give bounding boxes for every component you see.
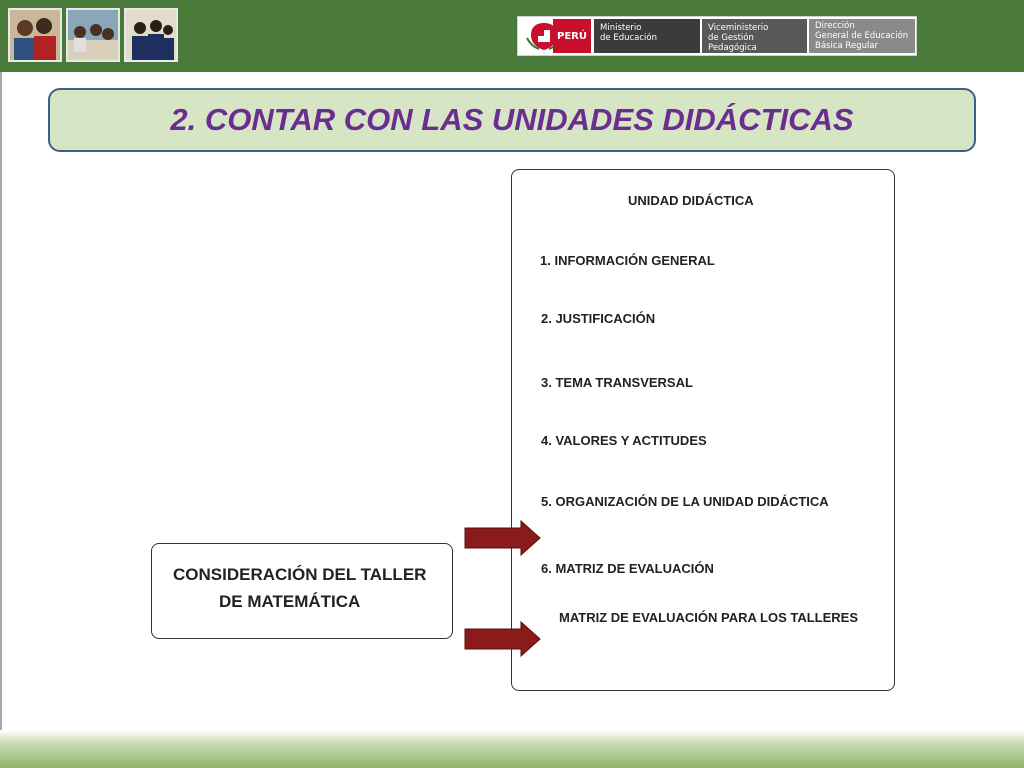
workshop-note-box [151,543,453,639]
workshop-note-line-1: CONSIDERACIÓN DEL TALLER [173,565,427,584]
viceministry-logo-block [702,19,807,53]
peru-logo-block: PERÚ [553,19,591,53]
unit-item-6: 6. MATRIZ DE EVALUACIÓN [541,561,714,576]
unit-item-5: 5. ORGANIZACIÓN DE LA UNIDAD DIDÁCTICA [541,494,829,509]
direction-line-1: Dirección [815,21,855,31]
arrow-right-icon [463,620,543,658]
direction-line-3: Básica Regular [815,41,879,51]
unit-heading: UNIDAD DIDÁCTICA [628,193,754,208]
ministry-line-2: de Educación [600,33,657,43]
ministry-logo-block [594,19,700,53]
unit-item-2: 2. JUSTIFICACIÓN [541,311,656,326]
footer-gradient-bar [0,730,1024,768]
unit-item-3: 3. TEMA TRANSVERSAL [541,375,693,390]
direction-line-2: General de Educación [815,31,909,41]
slide-title-box [48,88,976,152]
viceministry-line-1: Viceministerio [708,23,769,33]
ministry-line-1: Ministerio [600,23,642,33]
students-photo-1 [8,8,62,62]
slide-title: 2. CONTAR CON LAS UNIDADES DIDÁCTICAS [170,102,854,137]
left-edge-rule [0,72,2,732]
unit-item-4: 4. VALORES Y ACTITUDES [541,433,707,448]
unit-item-7: MATRIZ DE EVALUACIÓN PARA LOS TALLERES [559,610,858,625]
students-photo-2 [66,8,120,62]
unit-item-1: 1. INFORMACIÓN GENERAL [540,253,715,268]
workshop-note-line-2: DE MATEMÁTICA [219,592,361,611]
arrow-right-icon [463,519,543,557]
students-photo-3 [124,8,178,62]
direction-logo-block [809,19,915,53]
viceministry-line-2: de Gestión Pedagógica [708,33,757,53]
